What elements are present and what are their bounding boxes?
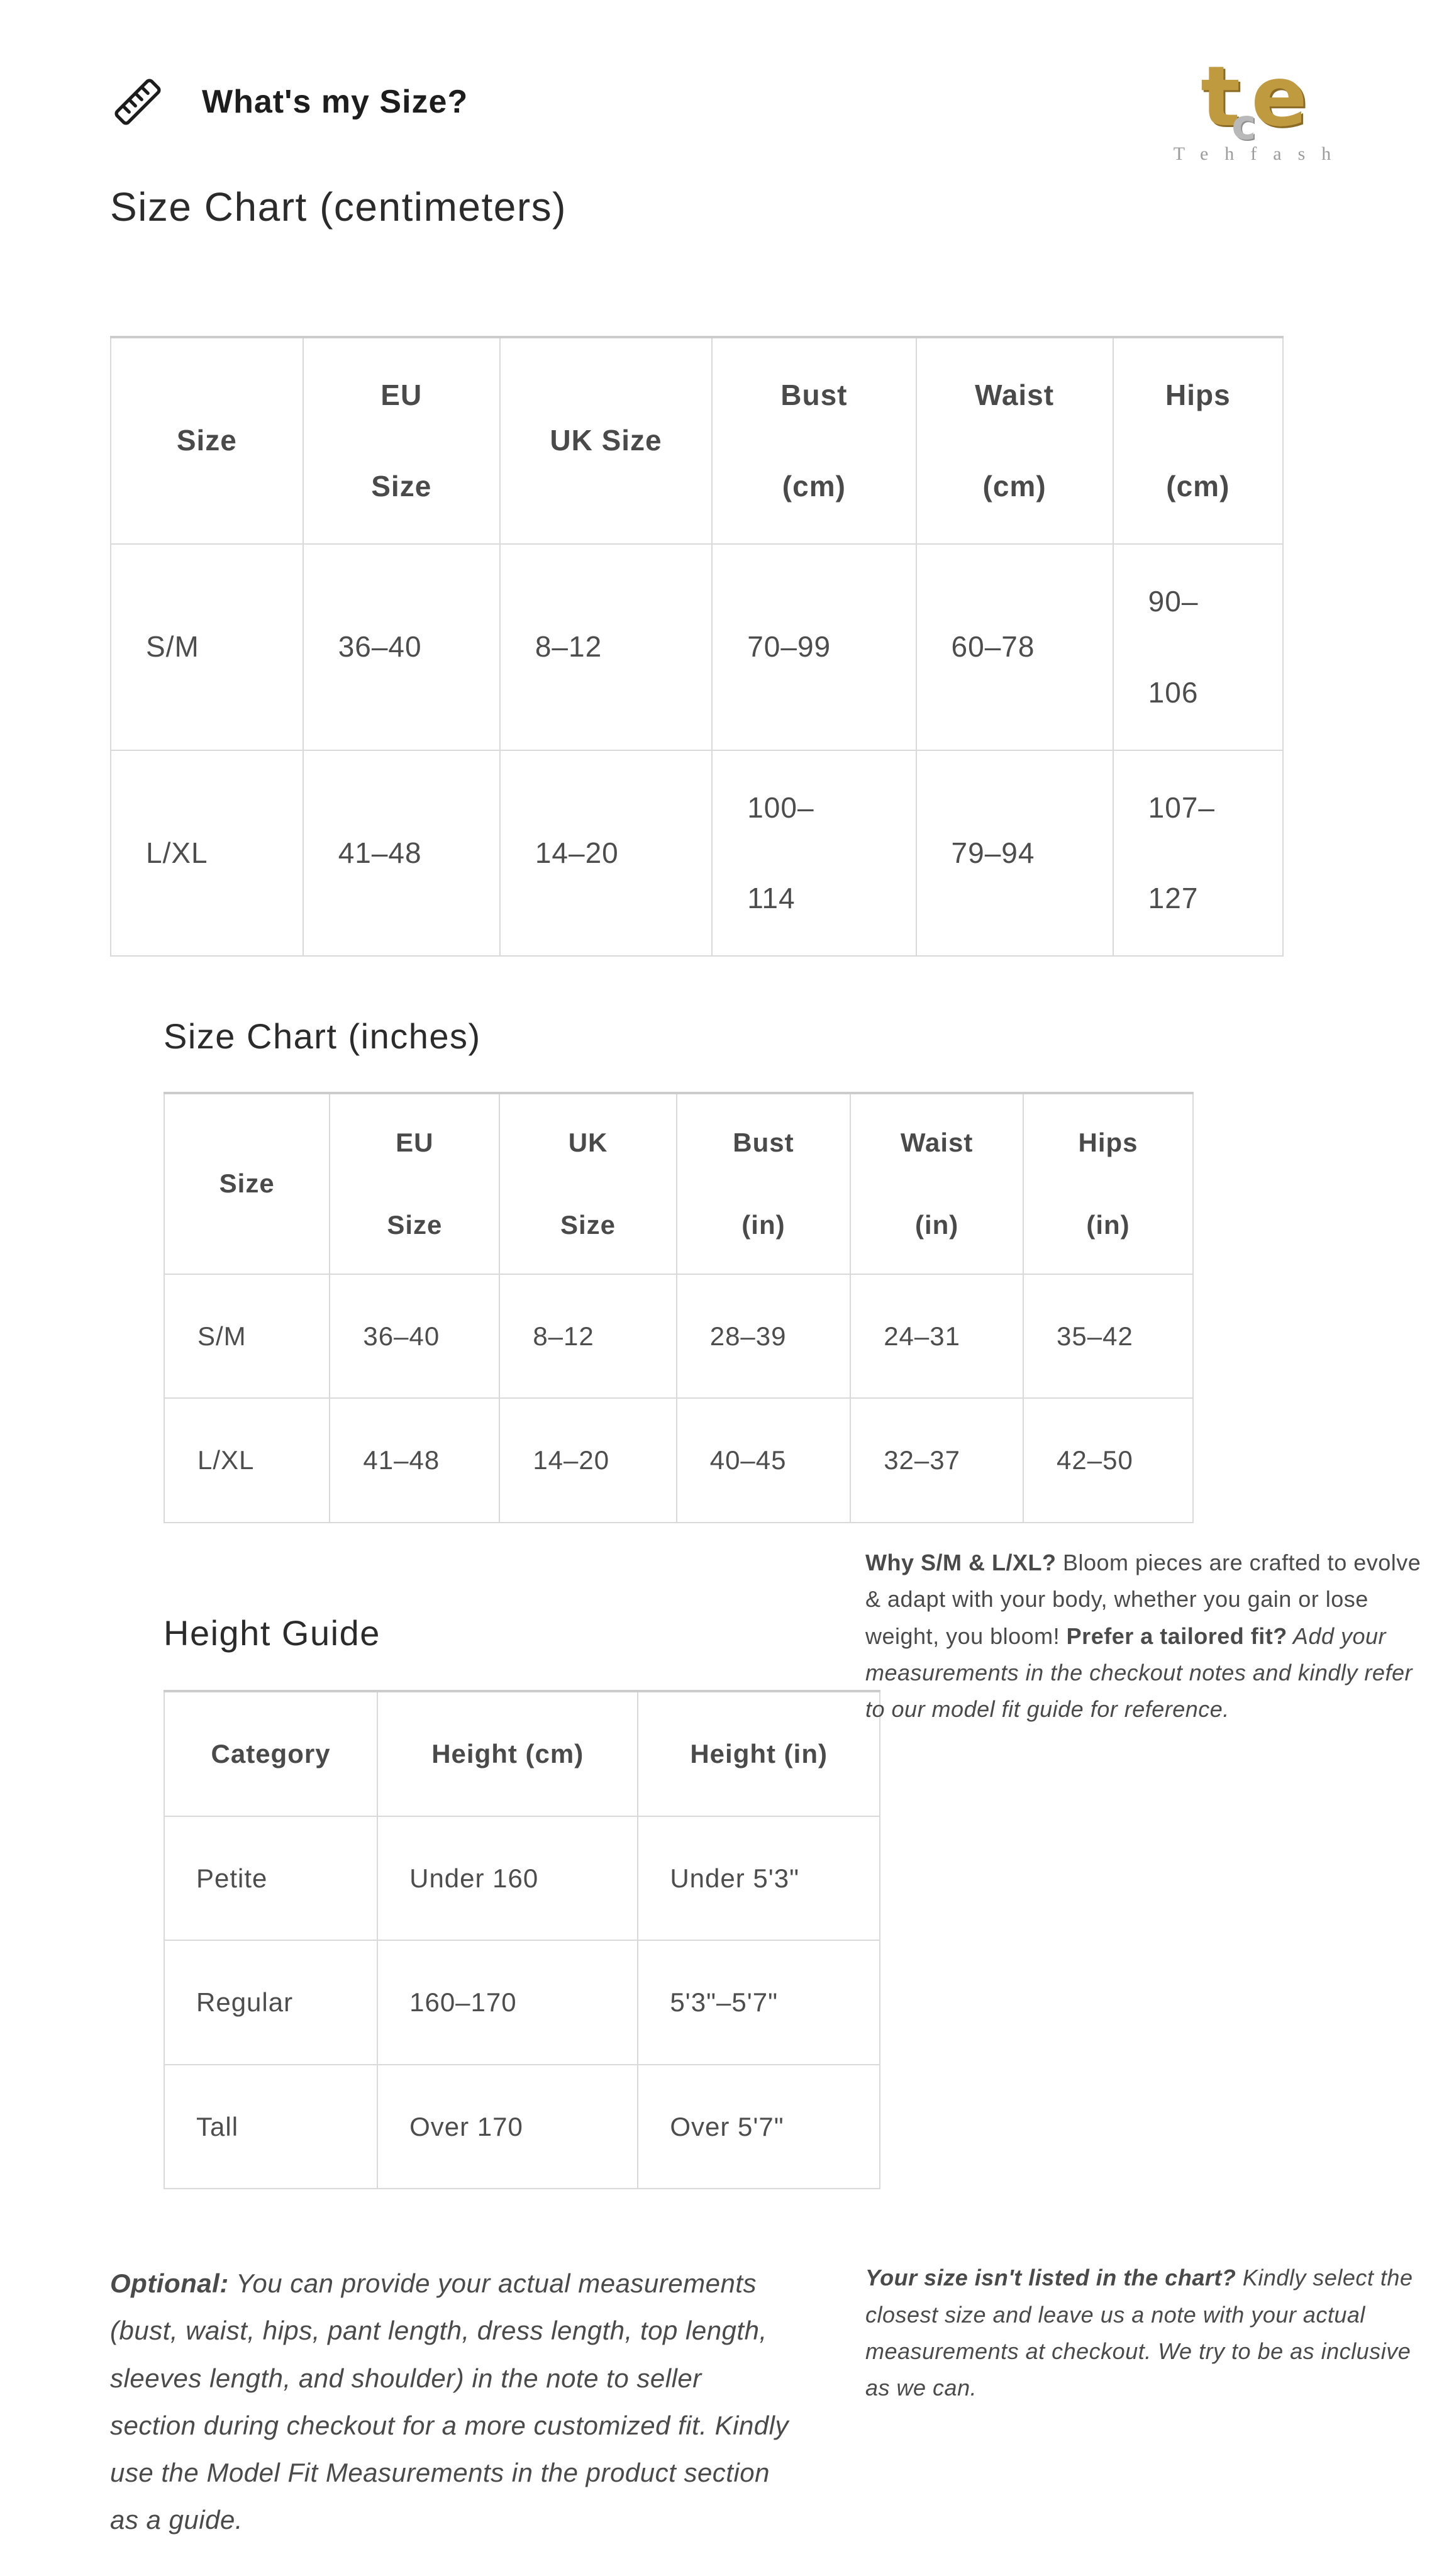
cell: 35–42 [1023,1274,1193,1399]
optional-note-column [110,2260,865,2543]
cell: 70–99 [712,544,916,750]
brand-wordmark: Tehfash [1173,143,1348,164]
cell: Under 160 [377,1816,638,1941]
tailored-fit-body: Add your measurements in the checkout notes and kindly refer to our model fit guide for reference. [865,1623,1413,1723]
cell: 160–170 [377,1940,638,2065]
cell: Over 5'7" [638,2065,880,2189]
cell: Regular [164,1940,377,2065]
cell: 36–40 [303,544,500,750]
size-missing-lead: Your size isn't listed in the chart? [865,2265,1236,2291]
logo-letter-t: t [1201,48,1236,145]
column-header: EU Size [330,1093,499,1274]
middle-section [110,1523,1449,2189]
cell: 36–40 [330,1274,499,1399]
cell: 40–45 [677,1398,850,1523]
table-row [164,1816,880,1941]
cell: 14–20 [499,1398,676,1523]
column-header: Waist (in) [850,1093,1023,1274]
cell: Petite [164,1816,377,1941]
column-header: Bust (in) [677,1093,850,1274]
column-header: Waist (cm) [916,337,1113,544]
cell: 8–12 [500,544,712,750]
column-header: Bust (cm) [712,337,916,544]
cell: L/XL [164,1398,330,1523]
cell: 5'3"–5'7" [638,1940,880,2065]
heading-size-chart-in: Size Chart (inches) [164,1016,481,1057]
brand-logo-mark [1160,48,1348,149]
column-header: Hips (in) [1023,1093,1193,1274]
cell: 14–20 [500,750,712,957]
cell: 42–50 [1023,1398,1193,1523]
why-note-column [865,1545,1428,1728]
header-row [164,1093,1193,1274]
table-row [164,1398,1193,1523]
height-guide-table [164,1690,880,2189]
heading-height-guide: Height Guide [164,1613,380,1653]
column-header: Size [111,337,303,544]
brand-logo [1160,48,1348,165]
tailored-fit-lead: Prefer a tailored fit? [1066,1623,1287,1649]
cell: 107–127 [1113,750,1283,957]
optional-note [110,2260,792,2543]
heading-size-chart-cm: Size Chart (centimeters) [110,184,567,230]
size-missing-note [865,2260,1428,2406]
height-guide-column [110,1523,865,2189]
size-chart-in-table [164,1092,1194,1523]
table-row [164,1274,1193,1399]
cell: 60–78 [916,544,1113,750]
bottom-section [110,2260,1449,2543]
cell: 28–39 [677,1274,850,1399]
cell: 32–37 [850,1398,1023,1523]
cell: L/XL [111,750,303,957]
header-row [111,337,1283,544]
column-header: Height (in) [638,1691,880,1816]
cell: 41–48 [330,1398,499,1523]
cell: S/M [164,1274,330,1399]
optional-lead: Optional: [110,2268,229,2299]
size-missing-note-column [865,2260,1428,2406]
why-sizes-note [865,1545,1428,1728]
table-row [164,1940,880,2065]
column-header: Hips (cm) [1113,337,1283,544]
cell: S/M [111,544,303,750]
cell: Under 5'3" [638,1816,880,1941]
size-chart-cm-table [110,336,1284,957]
table-row [111,750,1283,957]
column-header: UK Size [499,1093,676,1274]
column-header: Category [164,1691,377,1816]
why-sizes-lead: Why S/M & L/XL? [865,1549,1057,1575]
cell: Tall [164,2065,377,2189]
column-header: Height (cm) [377,1691,638,1816]
column-header: Size [164,1093,330,1274]
column-header: UK Size [500,337,712,544]
ruler-icon [110,74,165,130]
table-row [164,2065,880,2189]
cell: 100–114 [712,750,916,957]
why-sizes-body: Bloom pieces are crafted to evolve & adapt with your body, whether you gain or lose weight, you bloom! [865,1549,1421,1649]
size-missing-body: Kindly select the closest size and leave us a note with your actual measurements at checkout. We try to be as inclusive as we can. [865,2265,1413,2401]
optional-body: You can provide your actual measurements (bust, waist, hips, pant length, dress length, top length, sleeves length, and shoulder) in the note to seller section during checkout for a more customized fit. Kindly use the Model Fit Measurements in the product section as a guide. [110,2268,789,2535]
cell: 24–31 [850,1274,1023,1399]
logo-letter-c: c [1231,101,1257,149]
cell: 79–94 [916,750,1113,957]
page-title: What's my Size? [202,84,469,120]
header-row [164,1691,880,1816]
cell: 90–106 [1113,544,1283,750]
column-header: EU Size [303,337,500,544]
cell: Over 170 [377,2065,638,2189]
cell: 41–48 [303,750,500,957]
table-row [111,544,1283,750]
logo-letter-e: e [1251,48,1307,145]
cell: 8–12 [499,1274,676,1399]
